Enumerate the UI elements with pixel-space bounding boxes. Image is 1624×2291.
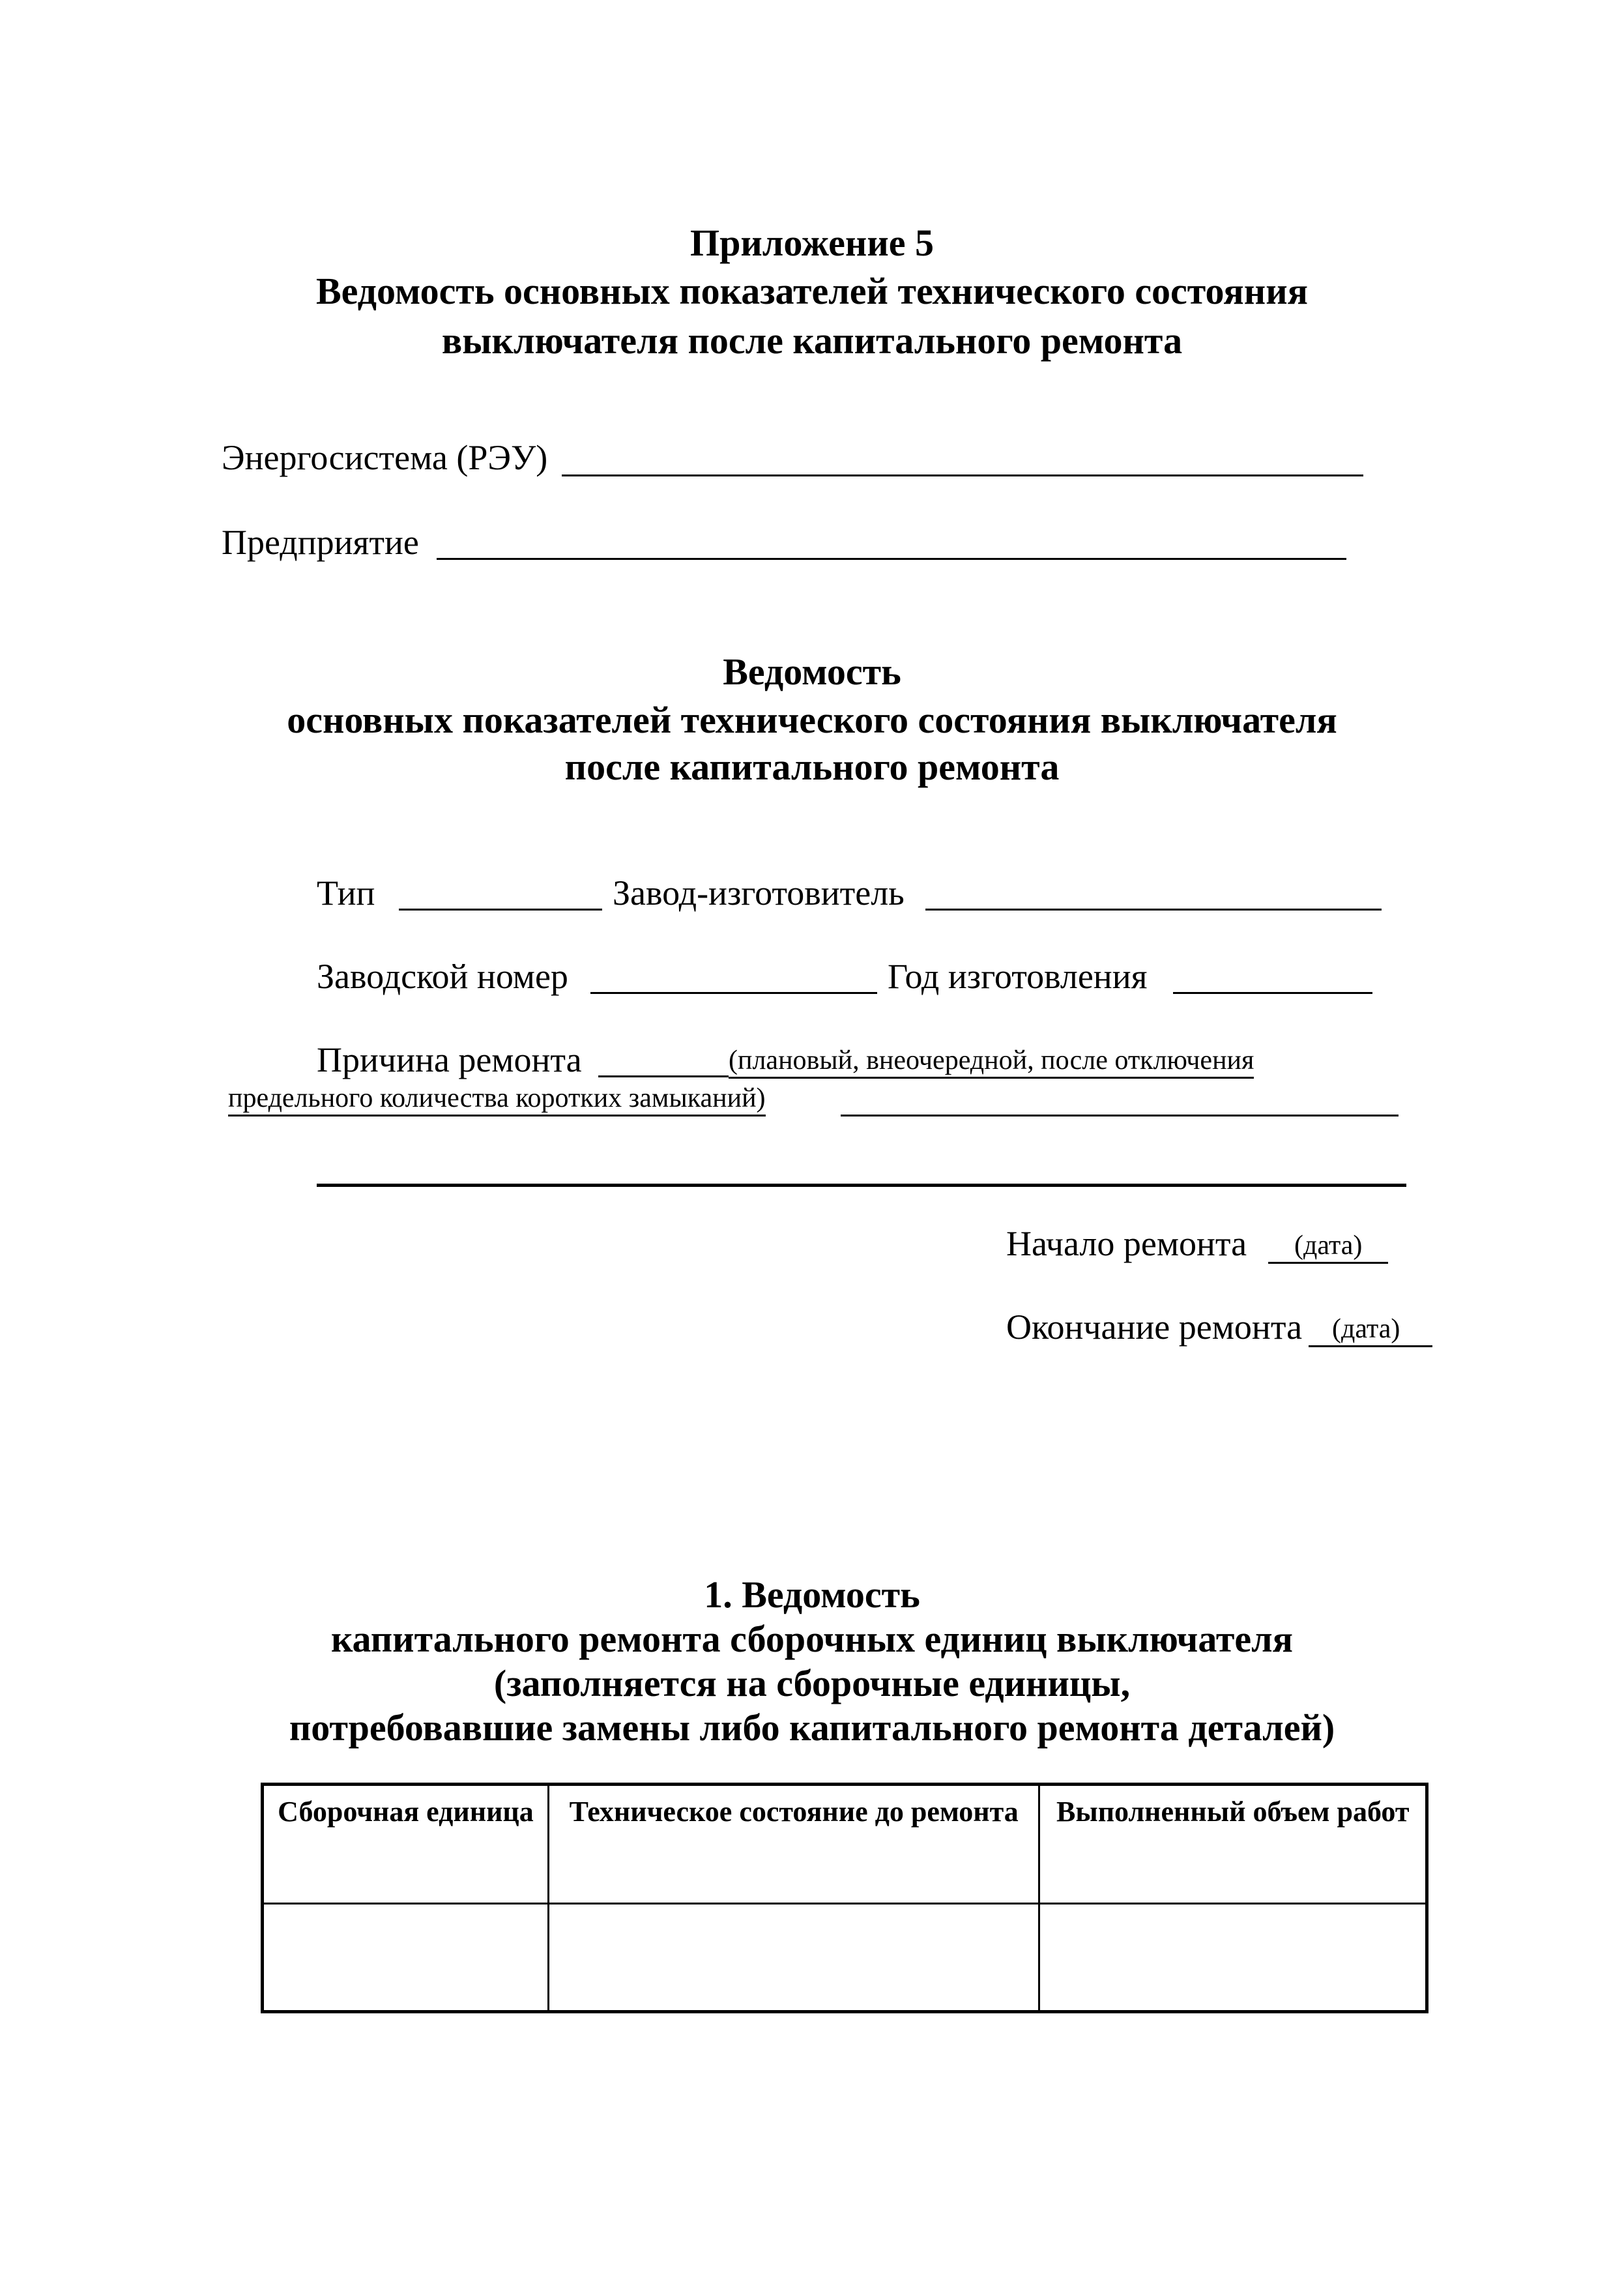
manufacturer-label: Завод-изготовитель (613, 873, 905, 912)
energy-system-label: Энергосистема (РЭУ) (222, 438, 548, 477)
enterprise-field[interactable] (437, 558, 1346, 560)
repair-start-value[interactable]: (дата) (1268, 1229, 1388, 1264)
repair-table (261, 1783, 1428, 2013)
section1-subtitle-1: капитального ремонта сборочных единиц выключателя (330, 1618, 1294, 1660)
table-cell[interactable] (1039, 1904, 1427, 2012)
table-cell[interactable] (548, 1904, 1039, 2012)
table-row (263, 1904, 1427, 2012)
repair-reason-hint-1: (плановый, внеочередной, после отключения (729, 1044, 1254, 1079)
manufacturer-field[interactable] (925, 909, 1382, 911)
appendix-title: Приложение 5 (690, 222, 934, 264)
table-header-row (263, 1785, 1427, 1904)
statement-title-line2: основных показателей технического состояния выключателя (287, 699, 1337, 741)
energy-system-field[interactable] (562, 474, 1363, 476)
section1-subtitle-2: (заполняется на сборочные единицы, (493, 1662, 1131, 1704)
repair-reason-field-tail[interactable] (841, 1115, 1399, 1116)
repair-reason-field-lead[interactable] (598, 1075, 729, 1077)
table-cell[interactable] (263, 1904, 549, 2012)
column-work-done: Выполненный объем работ (1039, 1785, 1427, 1904)
document-title-line1: Ведомость основных показателей технического состояния (315, 270, 1309, 312)
type-field[interactable] (399, 909, 602, 911)
year-label: Год изготовления (888, 957, 1148, 996)
statement-title-line3: после капитального ремонта (564, 746, 1060, 788)
repair-end-value[interactable]: (дата) (1309, 1313, 1432, 1347)
column-condition-before: Техническое состояние до ремонта (548, 1785, 1039, 1904)
serial-number-label: Заводской номер (317, 957, 568, 996)
repair-reason-extra-line[interactable] (317, 1184, 1406, 1187)
column-assembly-unit: Сборочная единица (263, 1785, 549, 1904)
section1-subtitle-3: потребовавшие замены либо капитального ремонта деталей) (289, 1706, 1335, 1749)
type-label: Тип (317, 873, 375, 912)
document-title-line2: выключателя после капитального ремонта (441, 319, 1183, 362)
enterprise-label: Предприятие (222, 523, 419, 562)
repair-start-label: Начало ремонта (1006, 1224, 1247, 1263)
repair-reason-label: Причина ремонта (317, 1040, 582, 1079)
repair-end-label: Окончание ремонта (1006, 1307, 1303, 1347)
year-field[interactable] (1173, 992, 1372, 994)
serial-number-field[interactable] (590, 992, 877, 994)
repair-reason-hint-2: предельного количества коротких замыканий) (228, 1082, 766, 1116)
statement-title-line1: Ведомость (723, 650, 901, 693)
section1-title: 1. Ведомость (704, 1573, 920, 1616)
